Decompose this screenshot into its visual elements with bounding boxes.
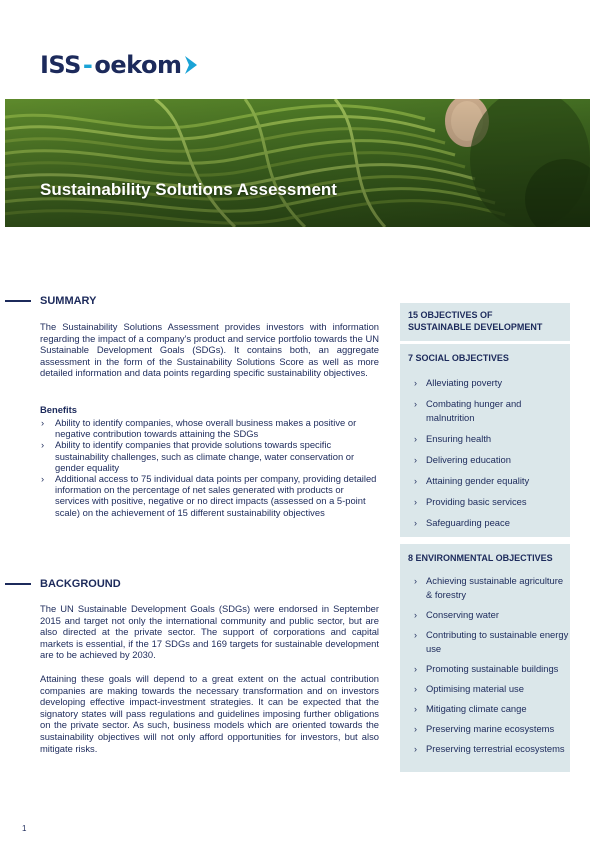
background-heading <box>5 578 121 590</box>
logo-separator: - <box>82 51 93 79</box>
list-item <box>408 432 570 446</box>
objective-label: Attaining gender equality <box>426 475 530 486</box>
objective-label: Optimising material use <box>426 683 524 694</box>
list-item <box>40 439 379 473</box>
bullet-chevron-icon: › <box>414 518 417 528</box>
bullet-chevron-icon: › <box>414 744 417 754</box>
objectives-title-line2: SUSTAINABLE DEVELOPMENT <box>408 322 543 332</box>
social-objectives-list <box>408 376 570 530</box>
objectives-title-box <box>400 303 570 341</box>
bullet-chevron-icon: › <box>414 610 417 620</box>
page-number: 1 <box>22 824 27 833</box>
bullet-chevron-icon: › <box>414 497 417 507</box>
list-item <box>408 742 570 756</box>
list-item <box>408 608 570 622</box>
list-item <box>408 702 570 716</box>
list-item <box>408 662 570 676</box>
hero-title: Sustainability Solutions Assessment <box>40 180 337 199</box>
bullet-chevron-icon: › <box>414 684 417 694</box>
objective-label: Ensuring health <box>426 433 492 444</box>
objective-label: Preserving terrestrial ecosystems <box>426 743 565 754</box>
heading-rule <box>5 300 31 302</box>
bullet-chevron-icon: › <box>414 724 417 734</box>
hero-image <box>5 99 590 227</box>
background-title: BACKGROUND <box>40 578 121 590</box>
summary-title: SUMMARY <box>40 295 97 307</box>
list-item <box>408 682 570 696</box>
bullet-chevron-icon: › <box>414 704 417 714</box>
logo-wordmark <box>40 51 181 79</box>
objective-label: Providing basic services <box>426 496 527 507</box>
environmental-objectives-box <box>400 544 570 772</box>
objective-label: Delivering education <box>426 454 511 465</box>
background-paragraph-1: The UN Sustainable Development Goals (SDGs) were endorsed in September 2015 and target not only the international community and public sector, but are also directed at the private sector. The support of corporations and capital markets is essential, if the 17 SDGs and 169 targets for sustainable development are to be achieved by 2030. <box>40 603 379 661</box>
objective-label: Safeguarding peace <box>426 517 510 528</box>
logo-oekom: oekom <box>94 51 182 79</box>
bullet-chevron-icon: › <box>414 378 417 388</box>
objective-label: Achieving sustainable agriculture & forestry <box>426 575 564 600</box>
benefits-title: Benefits <box>40 404 77 415</box>
objective-label: Preserving marine ecosystems <box>426 723 555 734</box>
bullet-chevron-icon: › <box>414 476 417 486</box>
list-item <box>408 376 570 390</box>
objective-label: Mitigating climate cange <box>426 703 527 714</box>
logo-arrow-icon <box>183 54 199 76</box>
objective-label: Contributing to sustainable energy use <box>426 629 569 654</box>
list-item <box>408 722 570 736</box>
bullet-chevron-icon: › <box>414 434 417 444</box>
list-item <box>408 453 570 467</box>
benefit-text: Ability to identify companies that provide solutions towards specific sustainability challenges, such as climate change, water conservation or gender equality <box>55 439 355 473</box>
bullet-chevron-icon: › <box>414 399 417 409</box>
list-item <box>408 397 570 425</box>
objective-label: Alleviating poverty <box>426 377 503 388</box>
benefits-list <box>40 417 379 518</box>
bullet-chevron-icon: › <box>414 576 417 586</box>
bullet-chevron-icon: › <box>41 417 45 428</box>
objective-label: Combating hunger and malnutrition <box>426 398 522 423</box>
bullet-chevron-icon: › <box>41 473 45 485</box>
bullet-chevron-icon: › <box>414 455 417 465</box>
background-paragraph-2: Attaining these goals will depend to a great extent on the actual contribution companies are making towards the necessary transformation and on investors developing effective impact-investment strategies. It can be expected that the signatory states will pass regulations and guidelines imposing further obligations on the private sector. As such, business models which are oriented towards the sustainability objectives will not only afford opportunities for investors, but also mitigate risks. <box>40 673 379 754</box>
objective-label: Conserving water <box>426 609 499 620</box>
iss-oekom-logo <box>40 50 199 80</box>
bullet-chevron-icon: › <box>41 439 45 451</box>
list-item <box>40 417 379 439</box>
terrace-landscape-image <box>5 99 590 227</box>
environmental-objectives-list <box>408 574 570 756</box>
summary-heading <box>5 295 96 307</box>
objective-label: Promoting sustainable buildings <box>426 663 559 674</box>
bullet-chevron-icon: › <box>414 630 417 640</box>
summary-paragraph: The Sustainability Solutions Assessment provides investors with information regarding the impact of a company's product and service portfolio towards the UN Sustainable Development Goals (SDGs). It contains both, an aggregate assessment in the form of the Sustainability Solutions Score as well as more detailed information and data points regarding specific sustainability objectives. <box>40 321 379 379</box>
social-objectives-box <box>400 344 570 537</box>
social-objectives-heading: 7 SOCIAL OBJECTIVES <box>408 353 509 363</box>
bullet-chevron-icon: › <box>414 664 417 674</box>
list-item <box>408 474 570 488</box>
list-item <box>408 574 570 602</box>
list-item <box>408 516 570 530</box>
logo-iss: ISS <box>40 51 81 79</box>
benefit-text: Additional access to 75 individual data points per company, providing detailed information on the percentage of net sales generated with products or services with positive, negative or no direct impacts (assessed on a 5-point scale) on the achievement of 15 different sustainability objectives <box>55 473 377 518</box>
benefit-text: Ability to identify companies, whose overall business makes a positive or negative contribution towards attaining the SDGs <box>55 417 357 440</box>
list-item <box>408 495 570 509</box>
list-item <box>408 628 570 656</box>
heading-rule <box>5 583 31 585</box>
list-item <box>40 473 379 518</box>
environmental-objectives-heading: 8 ENVIRONMENTAL OBJECTIVES <box>408 553 553 563</box>
objectives-title-line1: 15 OBJECTIVES OF <box>408 310 493 320</box>
